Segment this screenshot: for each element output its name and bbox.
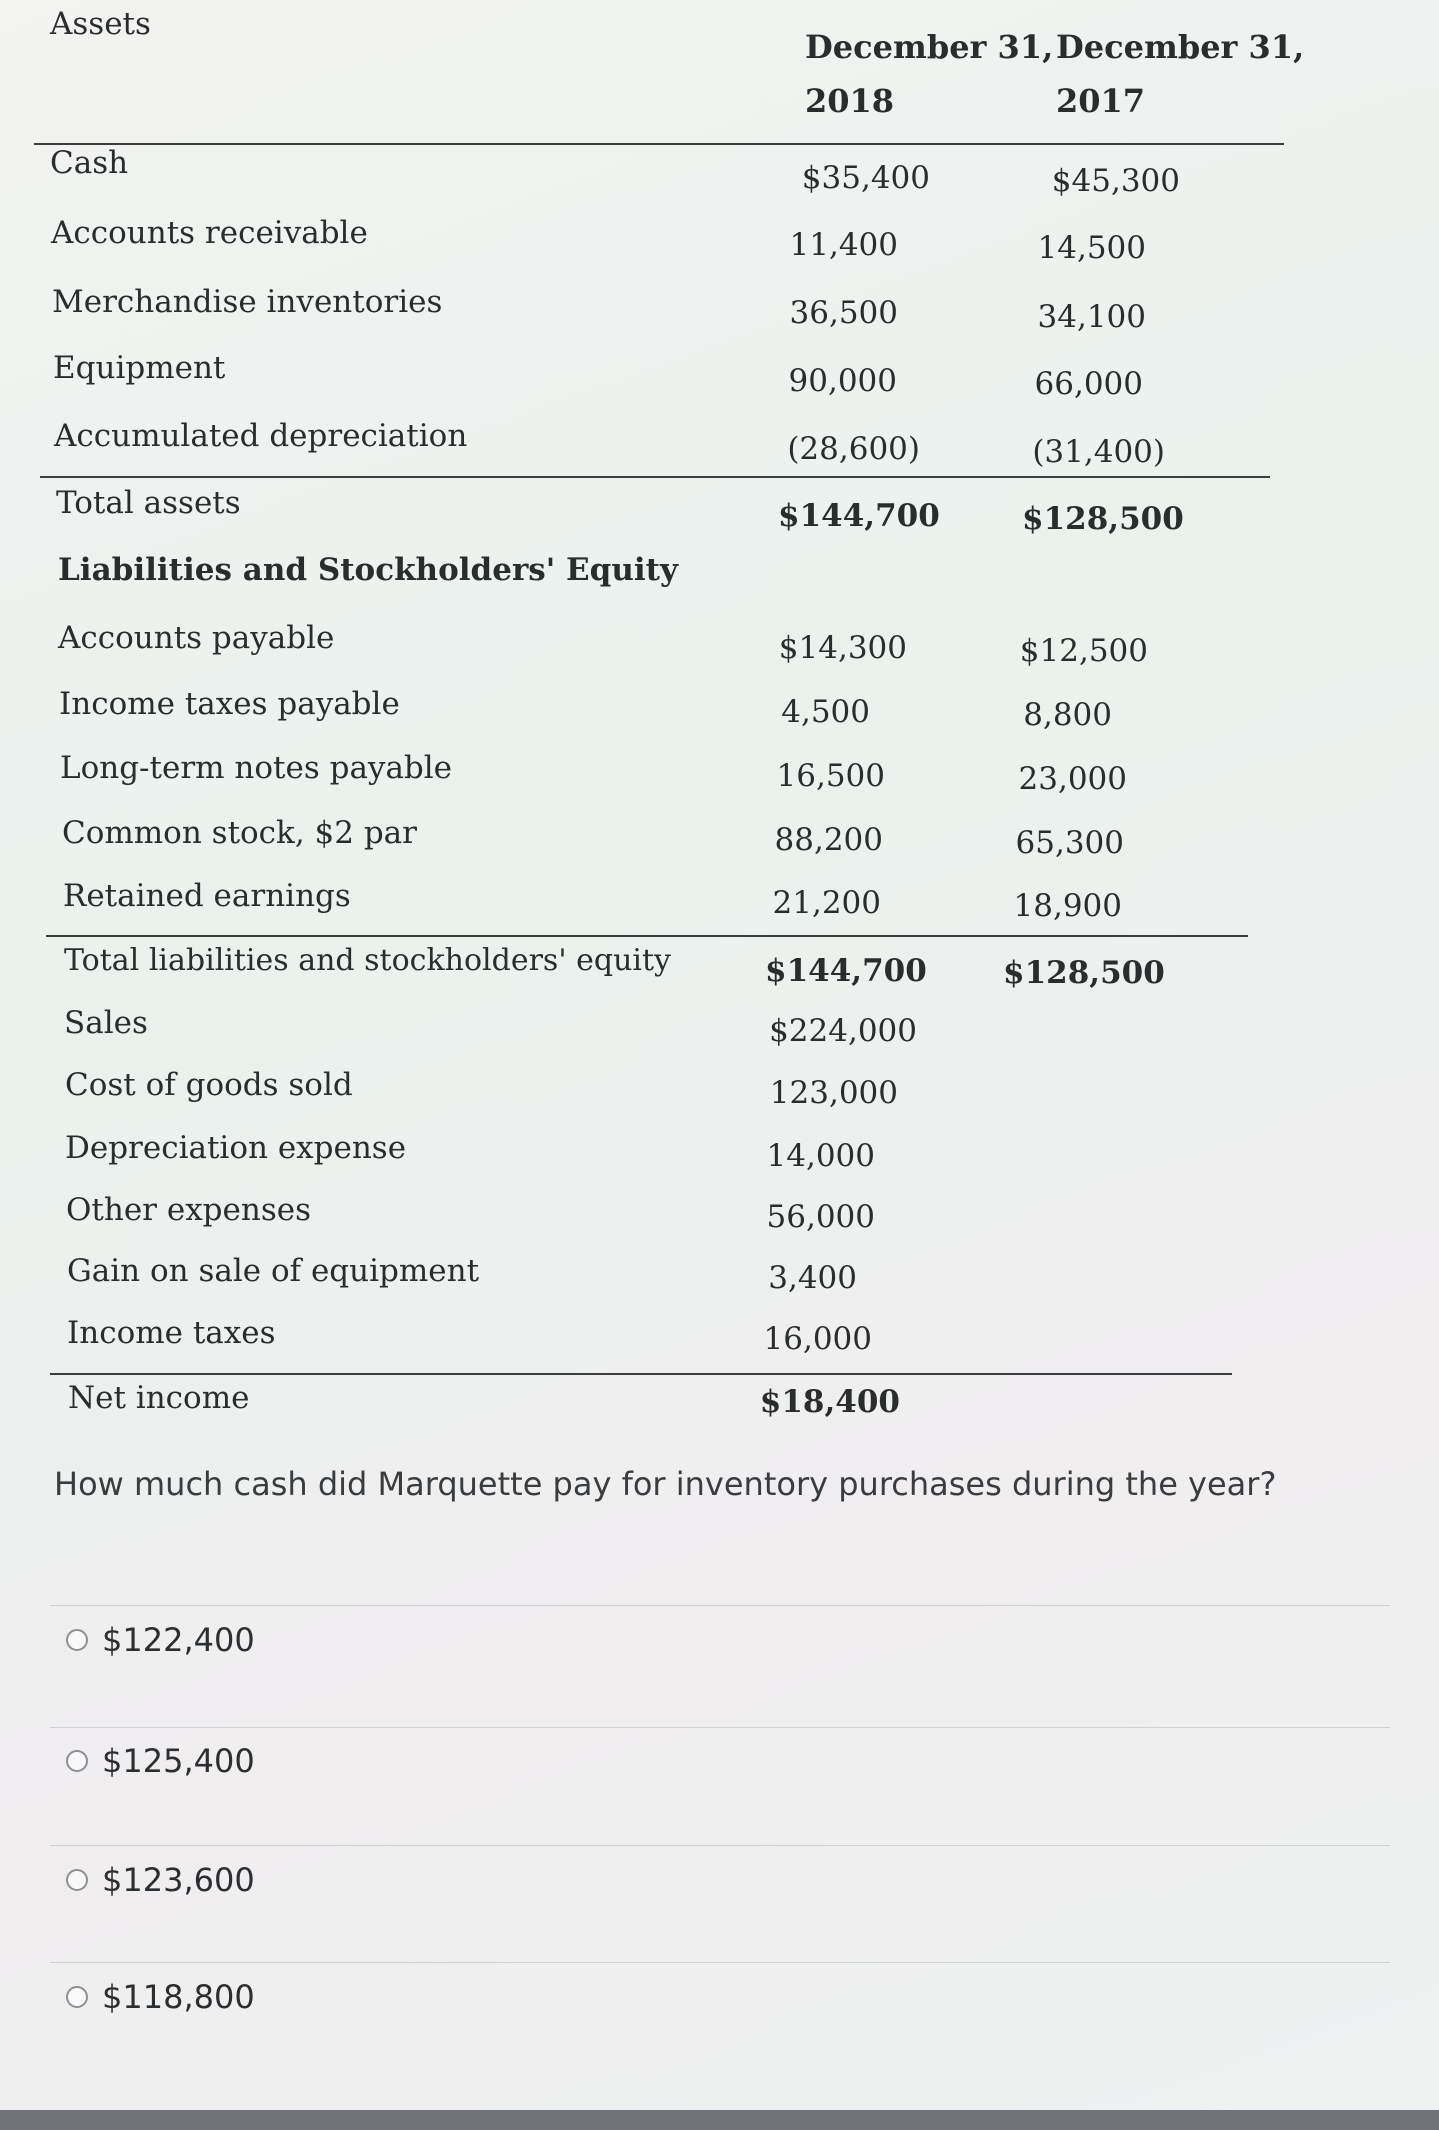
question-text: How much cash did Marquette pay for inventory purchases during the year? <box>54 1465 1277 1503</box>
column-2017-date: December 31, <box>1056 28 1305 66</box>
table-row <box>0 686 1439 750</box>
value-2018: 21,200 <box>772 885 881 921</box>
column-2018-header <box>805 20 1053 128</box>
row-label: Depreciation expense <box>65 1130 407 1166</box>
row-label: Accumulated depreciation <box>54 418 468 454</box>
option-3[interactable] <box>66 1855 255 1905</box>
table-row <box>0 1130 1439 1194</box>
column-2018-year: 2018 <box>805 82 895 120</box>
value-2018: 11,400 <box>789 227 898 263</box>
row-label: Total assets <box>56 485 241 521</box>
option-4[interactable] <box>66 1972 255 2022</box>
row-label: Common stock, $2 par <box>62 815 417 851</box>
row-label: Sales <box>64 1005 148 1041</box>
option-divider <box>50 1727 1390 1728</box>
value-2017: 14,500 <box>1037 230 1146 266</box>
row-label: Merchandise inventories <box>52 284 443 320</box>
net-income-row <box>0 1380 1439 1444</box>
table-row <box>0 418 1439 482</box>
screen-bezel <box>0 2110 1439 2130</box>
value: 14,000 <box>766 1138 875 1174</box>
option-2[interactable] <box>66 1736 255 1786</box>
value-2017: 65,300 <box>1015 825 1124 861</box>
row-label: Accounts payable <box>58 620 335 656</box>
value-2017: $128,500 <box>1022 501 1184 537</box>
total-liabilities-row <box>0 943 1439 1007</box>
option-divider <box>50 1845 1390 1846</box>
value-2017: $128,500 <box>1003 955 1165 991</box>
column-2017-header <box>1056 20 1304 128</box>
value-2017: (31,400) <box>1032 434 1165 470</box>
liabilities-heading: Liabilities and Stockholders' Equity <box>58 552 678 588</box>
column-2018-date: December 31, <box>805 28 1054 66</box>
option-1[interactable] <box>66 1615 255 1665</box>
row-label: Total liabilities and stockholders' equity <box>64 943 671 978</box>
value-2017: 23,000 <box>1018 761 1127 797</box>
row-label: Net income <box>68 1380 250 1416</box>
row-label: Accounts receivable <box>51 215 368 251</box>
table-row <box>0 878 1439 942</box>
value-2017: 8,800 <box>1023 697 1112 733</box>
column-2017-year: 2017 <box>1056 82 1146 120</box>
table-row <box>0 815 1439 879</box>
table-row <box>0 1005 1439 1069</box>
table-row <box>0 1067 1439 1131</box>
table-row <box>0 750 1439 814</box>
value-2018: $14,300 <box>778 630 907 666</box>
row-label: Other expenses <box>66 1192 312 1228</box>
row-label: Retained earnings <box>63 878 351 914</box>
radio-button-icon[interactable] <box>66 1750 88 1772</box>
table-row <box>0 215 1439 279</box>
value-2018: $144,700 <box>765 953 927 989</box>
table-row <box>0 145 1439 209</box>
row-label: Cost of goods sold <box>65 1067 353 1103</box>
total-liabilities-rule <box>46 935 1248 937</box>
option-label[interactable]: $122,400 <box>102 1621 255 1659</box>
assets-heading: Assets <box>50 6 151 42</box>
radio-button-icon[interactable] <box>66 1986 88 2008</box>
table-row <box>0 1192 1439 1256</box>
value-2017: $12,500 <box>1019 633 1148 669</box>
table-row <box>0 620 1439 684</box>
table-row <box>0 350 1439 414</box>
value-2017: 18,900 <box>1013 888 1122 924</box>
row-label: Equipment <box>53 350 226 386</box>
value: 16,000 <box>763 1321 872 1357</box>
value-2018: $144,700 <box>778 498 940 534</box>
total-assets-rule <box>40 476 1270 478</box>
option-divider <box>50 1605 1390 1606</box>
value-2018: $35,400 <box>801 160 930 196</box>
value-2017: 66,000 <box>1034 366 1143 402</box>
value-2018: (28,600) <box>787 431 920 467</box>
net-income-rule <box>50 1373 1232 1375</box>
value: $224,000 <box>769 1013 917 1049</box>
table-row <box>0 1315 1439 1379</box>
table-row <box>0 284 1439 348</box>
value-2017: $45,300 <box>1051 163 1180 199</box>
option-label[interactable]: $125,400 <box>102 1742 255 1780</box>
option-label[interactable]: $123,600 <box>102 1861 255 1899</box>
value-2018: 16,500 <box>776 758 885 794</box>
value: 123,000 <box>769 1075 898 1111</box>
table-header <box>0 0 1439 160</box>
value: $18,400 <box>759 1384 900 1420</box>
row-label: Income taxes <box>67 1315 276 1351</box>
radio-button-icon[interactable] <box>66 1869 88 1891</box>
value: 3,400 <box>768 1260 857 1296</box>
value-2018: 88,200 <box>774 822 883 858</box>
table-row <box>0 1253 1439 1317</box>
option-divider <box>50 1962 1390 1963</box>
value-2018: 4,500 <box>781 694 870 730</box>
total-assets-row <box>0 485 1439 549</box>
row-label: Gain on sale of equipment <box>67 1253 480 1289</box>
row-label: Income taxes payable <box>59 686 400 722</box>
value: 56,000 <box>766 1199 875 1235</box>
value-2018: 90,000 <box>788 363 897 399</box>
value-2018: 36,500 <box>789 295 898 331</box>
row-label: Long-term notes payable <box>60 750 453 786</box>
option-label[interactable]: $118,800 <box>102 1978 255 2016</box>
row-label: Cash <box>50 145 129 181</box>
radio-button-icon[interactable] <box>66 1629 88 1651</box>
value-2017: 34,100 <box>1037 299 1146 335</box>
